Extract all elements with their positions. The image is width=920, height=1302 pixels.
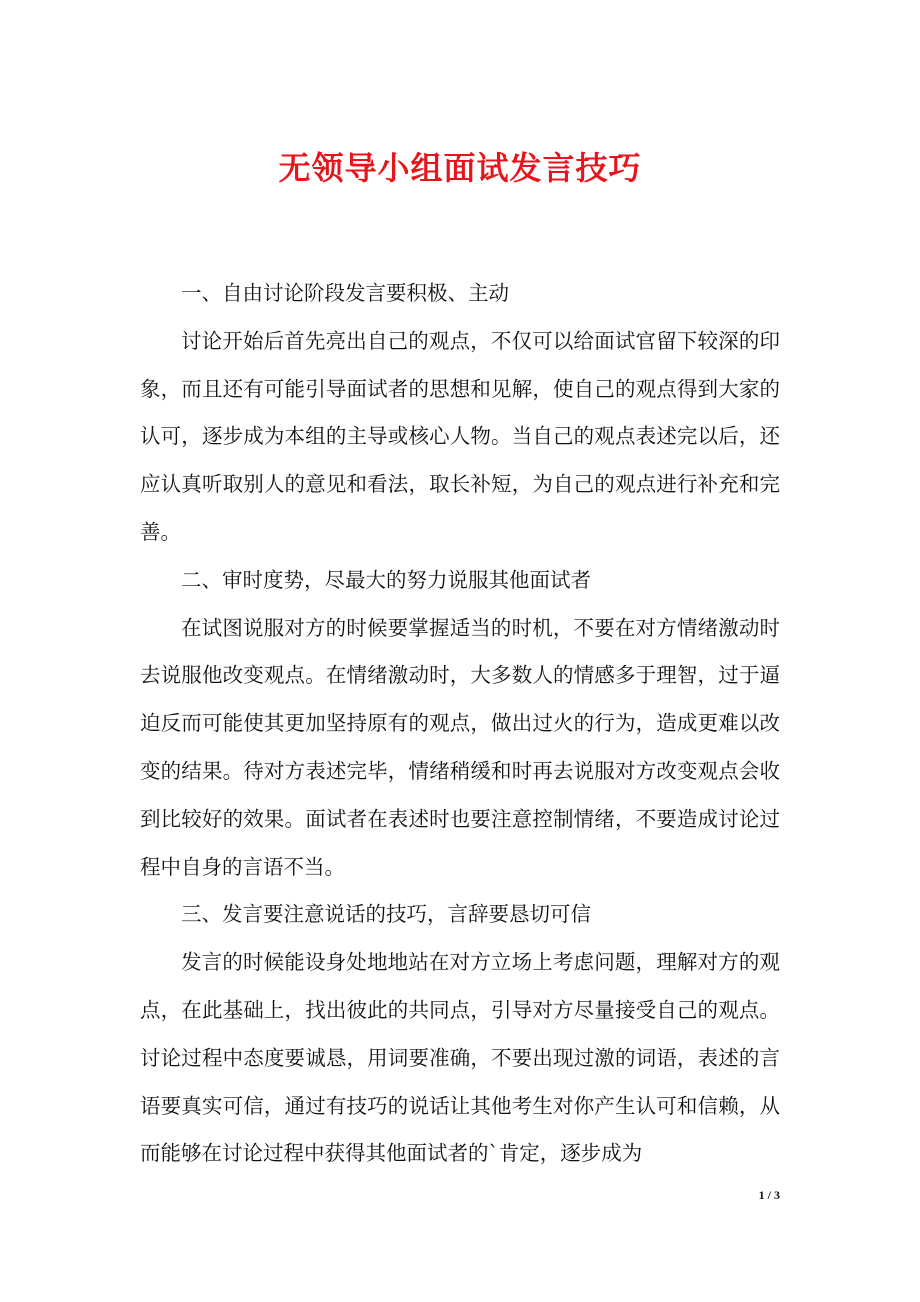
document-body xyxy=(140,270,780,1178)
paragraph-1: 讨论开始后首先亮出自己的观点，不仅可以给面试官留下较深的印象，而且还有可能引导面试者的思想和见解，使自己的观点得到大家的认可，逐步成为本组的主导或核心人物。当自己的观点表述完以后，还应认真听取别人的意见和看法，取长补短，为自己的观点进行补充和完善。 xyxy=(140,328,780,544)
paragraph-2: 在试图说服对方的时候要掌握适当的时机，不要在对方情绪激动时去说服他改变观点。在情绪激动时，大多数人的情感多于理智，过于逼迫反而可能使其更加坚持原有的观点，做出过火的行为，造成更难以改变的结果。待对方表述完毕，情绪稍缓和时再去说服对方改变观点会收到比较好的效果。面试者在表述时也要注意控制情绪，不要造成讨论过程中自身的言语不当。 xyxy=(140,615,780,879)
section-heading-2: 二、审时度势，尽最大的努力说服其他面试者 xyxy=(181,567,591,592)
section-heading-3: 三、发言要注意说话的技巧，言辞要恳切可信 xyxy=(181,902,591,927)
section-heading-1: 一、自由讨论阶段发言要积极、主动 xyxy=(181,281,509,305)
document-title: 无领导小组面试发言技巧 xyxy=(278,149,642,187)
page-number: 1 / 3 xyxy=(758,1188,780,1202)
paragraph-3: 发言的时候能设身处地地站在对方立场上考虑问题，理解对方的观点，在此基础上，找出彼此的共同点，引导对方尽量接受自己的观点。讨论过程中态度要诚恳，用词要准确，不要出现过激的词语，表述的言语要真实可信，通过有技巧的说话让其他考生对你产生认可和信赖，从而能够在讨论过程中获得其他面试者的`肯定，逐步成为 xyxy=(140,950,780,1166)
